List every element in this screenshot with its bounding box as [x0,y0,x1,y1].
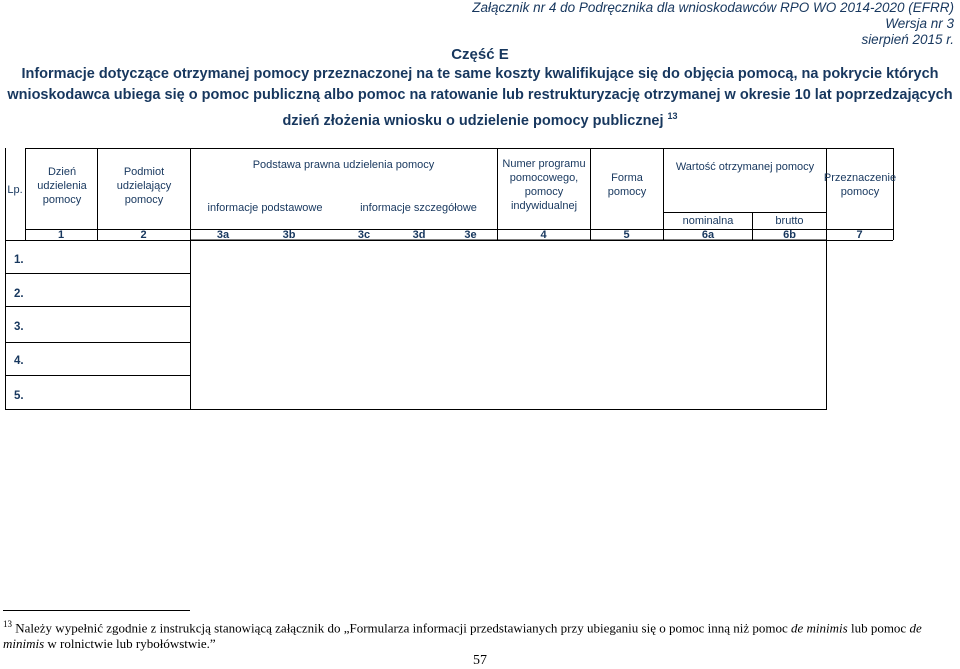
column-number: 7 [856,228,863,241]
column-number: 6b [783,228,796,241]
column-number: 1 [57,228,65,241]
header-brutto: brutto [775,214,804,227]
column-number: 6a [701,228,715,241]
header-przeznaczenie: Przeznaczenie pomocy [823,172,897,198]
header-informacje-podstawowe: informacje podstawowe [207,202,323,214]
header-dzien-udzielenia: Dzień udzielenia pomocy [37,166,87,206]
section-title: Część E [451,46,509,63]
row-label: 1. [14,254,24,266]
footnote-text-part-3: w rolnictwie lub rybołówstwie.” [44,636,216,652]
column-number: 3a [216,228,230,241]
footnote-separator [3,610,190,611]
column-number: 3b [282,228,296,241]
column-number: 3d [412,228,426,241]
footnote-italic-2: de minimis [3,620,922,652]
row-label: 4. [14,355,24,367]
footnote-reference: 13 [667,111,678,121]
footnote-text-part-2: lub pomoc [847,620,910,636]
header-line-1: Załącznik nr 4 do Podręcznika dla wnioskodawców RPO WO 2014-2020 (EFRR) [472,0,954,15]
footnote-text-part-1: Należy wypełnić zgodnie z instrukcją stanowiącą załącznik do „Formularza informacji przedstawianych przy ubieganiu się o pomoc inną niż pomoc [15,620,791,636]
header-forma-pomocy: Forma pomocy [607,172,647,198]
footnote-italic-1: de minimis [791,620,848,636]
header-informacje-szczegolowe: informacje szczegółowe [360,202,477,214]
header-wartosc-pomocy: Wartość otrzymanej pomocy [675,161,815,173]
header-podstawa-prawna: Podstawa prawna udzielenia pomocy [252,159,435,171]
column-number: 4 [540,228,547,241]
footnote [3,616,953,652]
column-number: 3e [464,228,477,241]
footnote-number: 13 [3,619,12,629]
row-label: 2. [14,288,24,300]
row-label: 3. [14,321,24,333]
page-number: 57 [473,653,487,668]
column-number: 5 [623,228,630,241]
section-description-text: Informacje dotyczące otrzymanej pomocy przeznaczonej na te same koszty kwalifikujące się do objęcia pomocą, na pokrycie których wnioskodawca ubiega się o pomoc publiczną albo pomoc na ratowanie lub restrukturyzację otrzymanej w okresie 10 lat poprzedzających dzień złożenia wniosku o udzielenie pomocy publicznej [7,66,953,129]
header-nominalna: nominalna [682,214,734,227]
header-line-3: sierpień 2015 r. [861,32,954,47]
header-numer-programu: Numer programu pomocowego, pomocy indywidualnej [502,158,586,212]
column-number: 3c [357,228,371,241]
header-lp: Lp. [7,184,23,196]
column-number: 2 [140,228,147,241]
header-podmiot: Podmiot udzielający pomocy [116,166,172,206]
header-line-2: Wersja nr 3 [885,16,954,31]
row-label: 5. [14,390,24,402]
